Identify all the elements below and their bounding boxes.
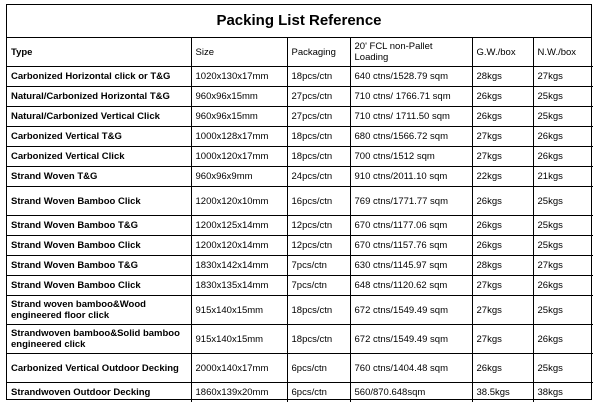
cell-size: 1860x139x20mm [191, 383, 287, 403]
cell-loading: 910 ctns/2011.10 sqm [350, 167, 472, 187]
cell-gw: 28kgs [472, 67, 533, 87]
cell-packaging: 7pcs/ctn [287, 276, 350, 296]
header-row [7, 38, 593, 67]
cell-type: Carbonized Horizontal click or T&G [7, 67, 191, 87]
cell-loading: 648 ctns/1120.62 sqm [350, 276, 472, 296]
cell-packaging: 27pcs/ctn [287, 107, 350, 127]
cell-size: 915x140x15mm [191, 296, 287, 325]
cell-packaging: 18pcs/ctn [287, 296, 350, 325]
cell-type: Strandwoven Outdoor Decking [7, 383, 191, 403]
header-gw: G.W./box [472, 38, 533, 67]
table-row [7, 147, 593, 167]
cell-packaging: 27pcs/ctn [287, 87, 350, 107]
header-packaging: Packaging [287, 38, 350, 67]
cell-size: 1000x120x17mm [191, 147, 287, 167]
page-title: Packing List Reference [7, 5, 591, 38]
cell-size: 1000x128x17mm [191, 127, 287, 147]
cell-packaging: 6pcs/ctn [287, 383, 350, 403]
table-row [7, 354, 593, 383]
cell-type: Carbonized Vertical Click [7, 147, 191, 167]
table-row [7, 256, 593, 276]
cell-gw: 28kgs [472, 256, 533, 276]
cell-type: Strand Woven T&G [7, 167, 191, 187]
cell-size: 1200x120x14mm [191, 236, 287, 256]
cell-type: Natural/Carbonized Vertical Click [7, 107, 191, 127]
cell-gw: 26kgs [472, 187, 533, 216]
table-row [7, 296, 593, 325]
table-row [7, 67, 593, 87]
cell-type: Strand Woven Bamboo Click [7, 236, 191, 256]
cell-packaging: 18pcs/ctn [287, 325, 350, 354]
cell-gw: 26kgs [472, 236, 533, 256]
cell-loading: 640 ctns/1528.79 sqm [350, 67, 472, 87]
cell-loading: 710 ctns/ 1711.50 sqm [350, 107, 472, 127]
cell-loading: 630 ctns/1145.97 sqm [350, 256, 472, 276]
cell-gw: 38.5kgs [472, 383, 533, 403]
cell-nw: 25kgs [533, 236, 593, 256]
table-row [7, 383, 593, 403]
cell-loading: 760 ctns/1404.48 sqm [350, 354, 472, 383]
packing-table [7, 38, 593, 402]
cell-size: 1200x125x14mm [191, 216, 287, 236]
cell-nw: 25kgs [533, 216, 593, 236]
table-row [7, 167, 593, 187]
cell-loading: 670 ctns/1157.76 sqm [350, 236, 472, 256]
cell-nw: 38kgs [533, 383, 593, 403]
cell-type: Strand Woven Bamboo T&G [7, 256, 191, 276]
cell-nw: 26kgs [533, 325, 593, 354]
cell-packaging: 16pcs/ctn [287, 187, 350, 216]
cell-size: 915x140x15mm [191, 325, 287, 354]
cell-loading: 700 ctns/1512 sqm [350, 147, 472, 167]
cell-type: Strand woven bamboo&Wood engineered floor click [7, 296, 191, 325]
cell-gw: 26kgs [472, 354, 533, 383]
cell-gw: 27kgs [472, 296, 533, 325]
cell-gw: 27kgs [472, 325, 533, 354]
cell-size: 960x96x15mm [191, 87, 287, 107]
cell-size: 960x96x15mm [191, 107, 287, 127]
table-row [7, 187, 593, 216]
header-nw: N.W./box [533, 38, 593, 67]
cell-type: Strand Woven Bamboo Click [7, 276, 191, 296]
cell-nw: 21kgs [533, 167, 593, 187]
cell-size: 1020x130x17mm [191, 67, 287, 87]
table-body [7, 67, 593, 403]
cell-nw: 26kgs [533, 276, 593, 296]
cell-packaging: 18pcs/ctn [287, 127, 350, 147]
table-row [7, 107, 593, 127]
cell-gw: 26kgs [472, 87, 533, 107]
cell-type: Strand Woven Bamboo Click [7, 187, 191, 216]
cell-packaging: 18pcs/ctn [287, 67, 350, 87]
cell-gw: 27kgs [472, 147, 533, 167]
table-row [7, 127, 593, 147]
table-row [7, 276, 593, 296]
cell-packaging: 24pcs/ctn [287, 167, 350, 187]
cell-packaging: 7pcs/ctn [287, 256, 350, 276]
cell-nw: 25kgs [533, 296, 593, 325]
cell-type: Strandwoven bamboo&Solid bamboo engineered click [7, 325, 191, 354]
cell-type: Carbonized Vertical Outdoor Decking [7, 354, 191, 383]
cell-gw: 22kgs [472, 167, 533, 187]
cell-gw: 27kgs [472, 276, 533, 296]
cell-nw: 25kgs [533, 107, 593, 127]
table-row [7, 216, 593, 236]
cell-size: 1200x120x10mm [191, 187, 287, 216]
cell-size: 1830x135x14mm [191, 276, 287, 296]
cell-packaging: 12pcs/ctn [287, 236, 350, 256]
cell-nw: 25kgs [533, 354, 593, 383]
cell-packaging: 18pcs/ctn [287, 147, 350, 167]
header-loading: 20' FCL non-Pallet Loading [350, 38, 472, 67]
cell-size: 1830x142x14mm [191, 256, 287, 276]
packing-list-sheet [6, 4, 592, 400]
table-row [7, 87, 593, 107]
header-size: Size [191, 38, 287, 67]
table-row [7, 236, 593, 256]
cell-type: Carbonized Vertical T&G [7, 127, 191, 147]
table-row [7, 325, 593, 354]
cell-nw: 26kgs [533, 147, 593, 167]
cell-nw: 27kgs [533, 256, 593, 276]
cell-size: 960x96x9mm [191, 167, 287, 187]
cell-type: Strand Woven Bamboo T&G [7, 216, 191, 236]
cell-packaging: 12pcs/ctn [287, 216, 350, 236]
cell-gw: 26kgs [472, 216, 533, 236]
cell-nw: 25kgs [533, 87, 593, 107]
cell-loading: 672 ctns/1549.49 sqm [350, 296, 472, 325]
cell-packaging: 6pcs/ctn [287, 354, 350, 383]
cell-loading: 680 ctns/1566.72 sqm [350, 127, 472, 147]
cell-type: Natural/Carbonized Horizontal T&G [7, 87, 191, 107]
cell-loading: 672 ctns/1549.49 sqm [350, 325, 472, 354]
cell-loading: 670 ctns/1177.06 sqm [350, 216, 472, 236]
cell-gw: 26kgs [472, 107, 533, 127]
cell-gw: 27kgs [472, 127, 533, 147]
cell-loading: 769 ctns/1771.77 sqm [350, 187, 472, 216]
cell-size: 2000x140x17mm [191, 354, 287, 383]
cell-nw: 25kgs [533, 187, 593, 216]
header-type: Type [7, 38, 191, 67]
cell-nw: 27kgs [533, 67, 593, 87]
cell-loading: 560/870.648sqm [350, 383, 472, 403]
cell-loading: 710 ctns/ 1766.71 sqm [350, 87, 472, 107]
cell-nw: 26kgs [533, 127, 593, 147]
